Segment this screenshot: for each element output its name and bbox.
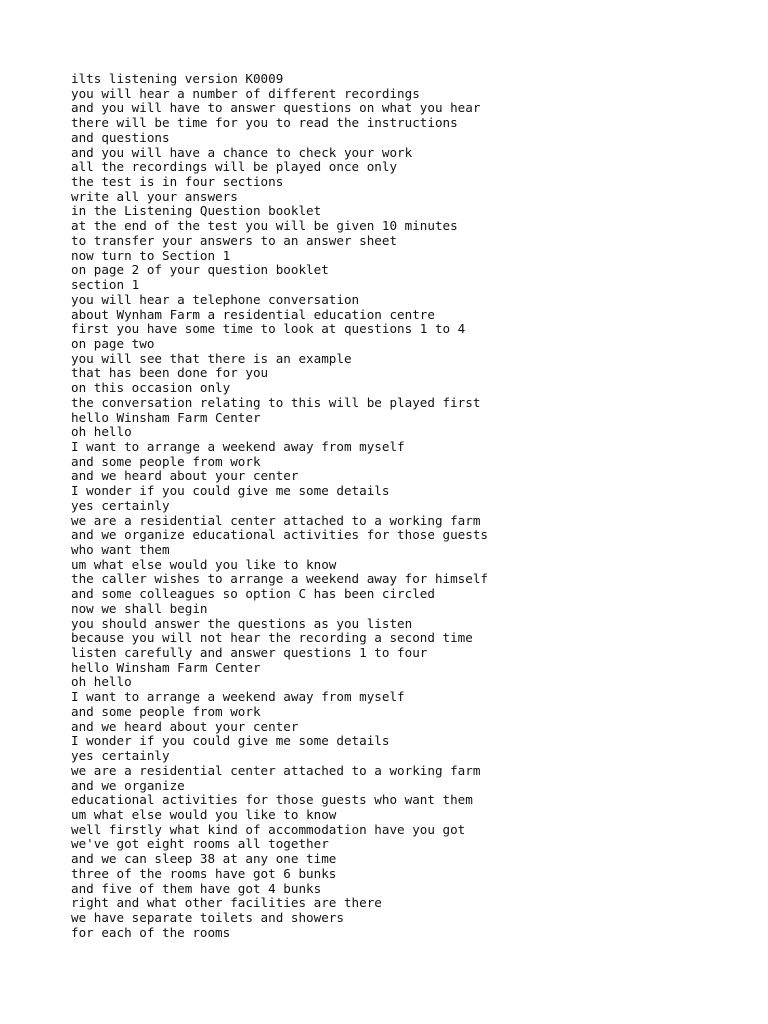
transcript-line: yes certainly: [71, 748, 170, 764]
transcript-line: write all your answers: [71, 188, 238, 204]
transcript-line: and we can sleep 38 at any one time: [71, 851, 337, 867]
transcript-line: we are a residential center attached to a working farm: [71, 512, 481, 528]
transcript-line: I want to arrange a weekend away from myself: [71, 689, 405, 705]
transcript-line: oh hello: [71, 674, 132, 690]
transcript-line: and we heard about your center: [71, 718, 299, 734]
transcript-line: and questions: [71, 129, 170, 145]
transcript-line: section 1: [71, 277, 140, 293]
transcript-line: um what else would you like to know: [71, 556, 337, 572]
transcript-line: on page 2 of your question booklet: [71, 262, 329, 278]
transcript-line: right and what other facilities are there: [71, 895, 382, 911]
transcript-line: the caller wishes to arrange a weekend away for himself: [71, 571, 489, 587]
transcript-line: to transfer your answers to an answer sheet: [71, 232, 398, 248]
transcript-line: oh hello: [71, 424, 132, 440]
transcript-line: the test is in four sections: [71, 174, 284, 190]
transcript-line: you will hear a telephone conversation: [71, 291, 360, 307]
transcript-line: all the recordings will be played once only: [71, 159, 398, 175]
transcript-line: listen carefully and answer questions 1 to four: [71, 645, 428, 661]
transcript-line: um what else would you like to know: [71, 806, 337, 822]
transcript-line: and some people from work: [71, 453, 261, 469]
transcript-line: I wonder if you could give me some details: [71, 733, 390, 749]
transcript-line: I want to arrange a weekend away from myself: [71, 438, 405, 454]
transcript-line: about Wynham Farm a residential education centre: [71, 306, 435, 322]
transcript-line: and we organize educational activities for those guests: [71, 527, 489, 543]
transcript-line: first you have some time to look at questions 1 to 4: [71, 321, 466, 337]
transcript-line: educational activities for those guests who want them: [71, 792, 473, 808]
transcript-line: and five of them have got 4 bunks: [71, 880, 322, 896]
transcript-line: and you will have a chance to check your work: [71, 144, 413, 160]
transcript-line: three of the rooms have got 6 bunks: [71, 865, 337, 881]
transcript-line: and we heard about your center: [71, 468, 299, 484]
transcript-line: and you will have to answer questions on what you hear: [71, 100, 481, 116]
transcript-line: hello Winsham Farm Center: [71, 659, 261, 675]
transcript-line: in the Listening Question booklet: [71, 203, 322, 219]
transcript-line: hello Winsham Farm Center: [71, 409, 261, 425]
transcript-line: you will see that there is an example: [71, 350, 352, 366]
transcript-line: you will hear a number of different recordings: [71, 85, 420, 101]
transcript-line: I wonder if you could give me some details: [71, 483, 390, 499]
transcript-line: and some people from work: [71, 703, 261, 719]
transcript-line: for each of the rooms: [71, 924, 231, 940]
transcript-line: on this occasion only: [71, 380, 231, 396]
transcript-line: because you will not hear the recording a second time: [71, 630, 473, 646]
transcript-line: now we shall begin: [71, 600, 208, 616]
transcript-line: and we organize: [71, 777, 185, 793]
transcript-line: ilts listening version K0009: [71, 71, 284, 86]
transcript-line: we have separate toilets and showers: [71, 909, 344, 925]
transcript-line: at the end of the test you will be given 10 minutes: [71, 218, 458, 234]
transcript-line: on page two: [71, 335, 155, 351]
transcript-line: and some colleagues so option C has been circled: [71, 586, 435, 602]
transcript-line: we are a residential center attached to a working farm: [71, 762, 481, 778]
transcript-line: now turn to Section 1: [71, 247, 231, 263]
transcript-line: that has been done for you: [71, 365, 269, 381]
transcript-line: we've got eight rooms all together: [71, 836, 329, 852]
transcript-line: there will be time for you to read the instructions: [71, 115, 458, 131]
transcript-line: you should answer the questions as you listen: [71, 615, 413, 631]
transcript-text: [71, 72, 751, 940]
transcript-line: who want them: [71, 542, 170, 557]
transcript-line: well firstly what kind of accommodation have you got: [71, 821, 466, 837]
transcript-line: yes certainly: [71, 497, 170, 513]
transcript-line: the conversation relating to this will be played first: [71, 394, 481, 410]
